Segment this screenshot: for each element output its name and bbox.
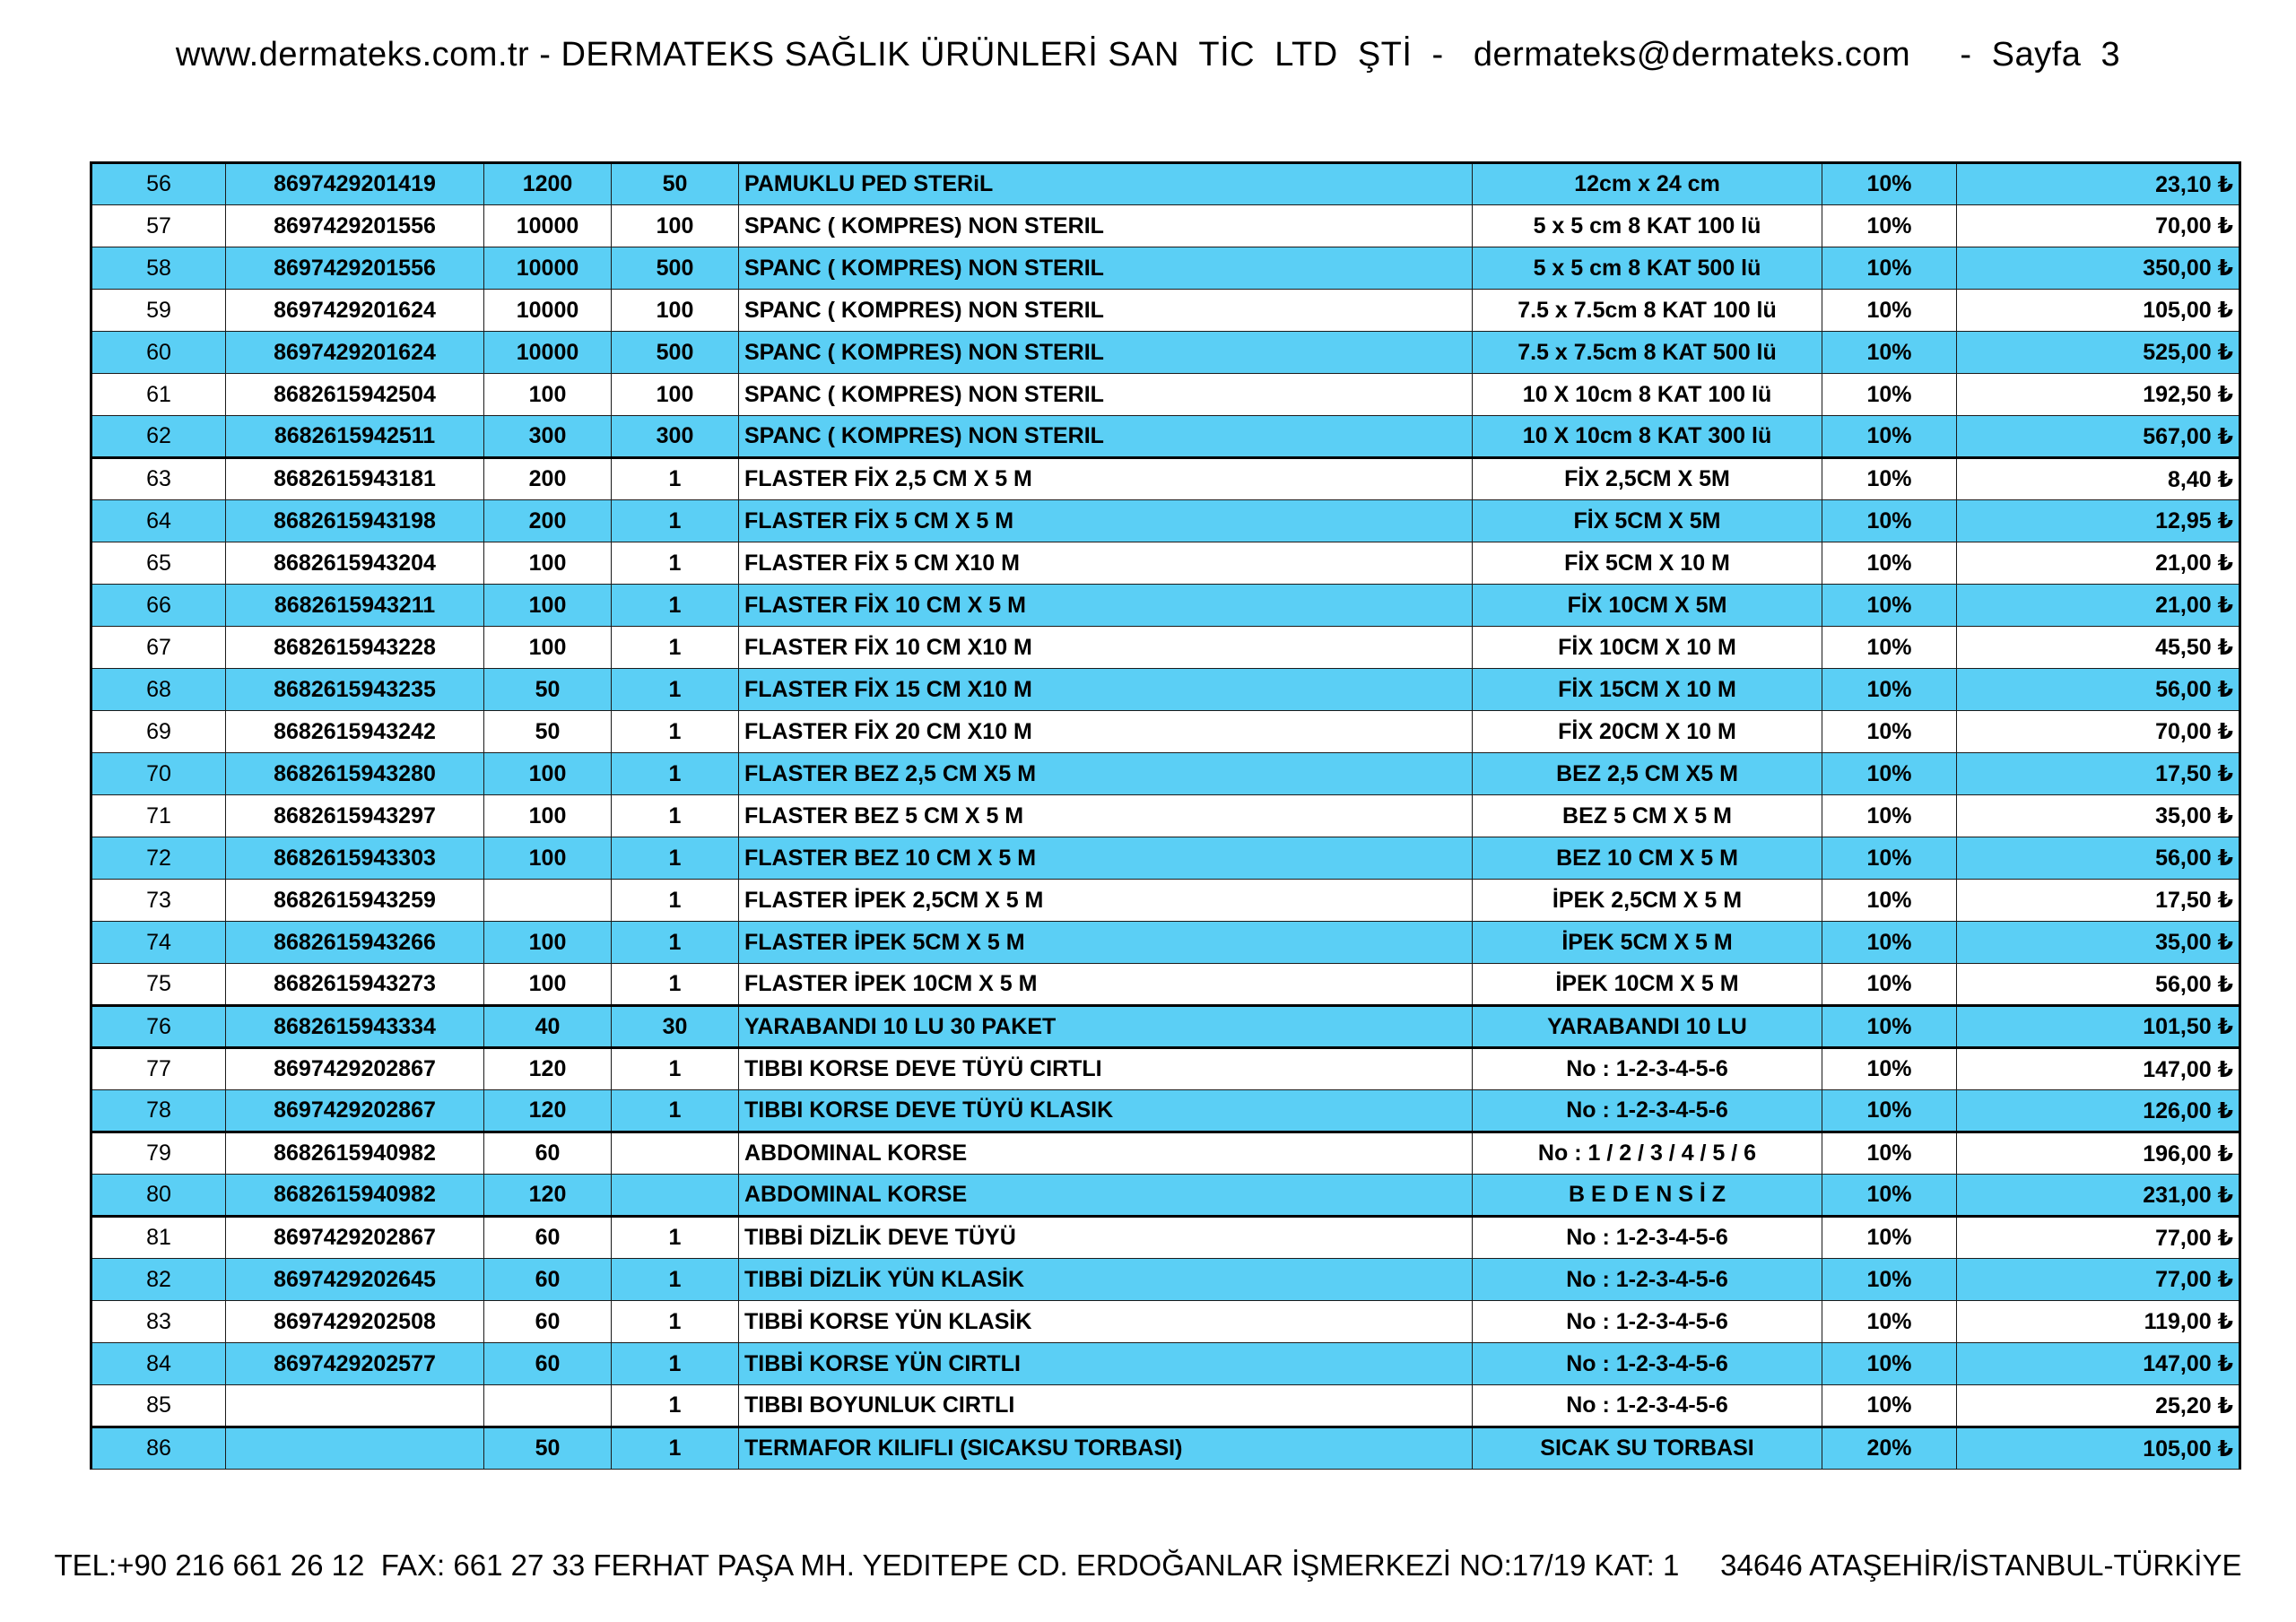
barcode-cell: 8682615940982	[226, 1175, 484, 1217]
vat-cell: 10%	[1822, 205, 1957, 247]
barcode-cell: 8682615943334	[226, 1006, 484, 1048]
price-cell: 25,20 ₺	[1957, 1385, 2240, 1427]
product-name-cell: FLASTER FİX 15 CM X10 M	[739, 669, 1473, 711]
table-row	[91, 500, 2240, 542]
vat-cell: 10%	[1822, 922, 1957, 964]
table-row	[91, 1006, 2240, 1048]
product-name-cell: FLASTER FİX 2,5 CM X 5 M	[739, 458, 1473, 500]
box-quantity-cell: 100	[484, 585, 612, 627]
barcode-cell: 8682615943297	[226, 795, 484, 837]
product-name-cell: TIBBI KORSE DEVE TÜYÜ KLASIK	[739, 1090, 1473, 1132]
product-name-cell: PAMUKLU PED STERiL	[739, 163, 1473, 205]
row-number: 69	[91, 711, 226, 753]
size-cell: İPEK 5CM X 5 M	[1473, 922, 1822, 964]
row-number: 63	[91, 458, 226, 500]
price-list-body	[91, 163, 2240, 1470]
table-row	[91, 837, 2240, 880]
row-number: 83	[91, 1301, 226, 1343]
product-name-cell: SPANC ( KOMPRES) NON STERIL	[739, 290, 1473, 332]
product-name-cell: TERMAFOR KILIFLI (SICAKSU TORBASI)	[739, 1427, 1473, 1470]
vat-cell: 10%	[1822, 1301, 1957, 1343]
table-row	[91, 711, 2240, 753]
row-number: 66	[91, 585, 226, 627]
row-number: 60	[91, 332, 226, 374]
pack-quantity-cell: 500	[612, 247, 739, 290]
product-name-cell: TIBBI BOYUNLUK CIRTLI	[739, 1385, 1473, 1427]
price-cell: 56,00 ₺	[1957, 964, 2240, 1006]
row-number: 61	[91, 374, 226, 416]
table-row	[91, 1175, 2240, 1217]
table-row	[91, 880, 2240, 922]
price-cell: 350,00 ₺	[1957, 247, 2240, 290]
box-quantity-cell: 100	[484, 753, 612, 795]
pack-quantity-cell	[612, 1175, 739, 1217]
barcode-cell: 8682615943204	[226, 542, 484, 585]
vat-cell: 10%	[1822, 964, 1957, 1006]
product-name-cell: FLASTER FİX 5 CM X10 M	[739, 542, 1473, 585]
pack-quantity-cell: 1	[612, 795, 739, 837]
product-name-cell: TIBBİ DİZLİK YÜN KLASİK	[739, 1259, 1473, 1301]
size-cell: FİX 10CM X 5M	[1473, 585, 1822, 627]
row-number: 68	[91, 669, 226, 711]
pack-quantity-cell: 1	[612, 711, 739, 753]
barcode-cell	[226, 1427, 484, 1470]
table-row	[91, 627, 2240, 669]
vat-cell: 10%	[1822, 1217, 1957, 1259]
box-quantity-cell: 50	[484, 1427, 612, 1470]
vat-cell: 10%	[1822, 1175, 1957, 1217]
barcode-cell: 8697429201419	[226, 163, 484, 205]
pack-quantity-cell: 1	[612, 627, 739, 669]
pack-quantity-cell: 1	[612, 1090, 739, 1132]
product-name-cell: SPANC ( KOMPRES) NON STERIL	[739, 416, 1473, 458]
price-cell: 56,00 ₺	[1957, 669, 2240, 711]
vat-cell: 10%	[1822, 163, 1957, 205]
box-quantity-cell: 10000	[484, 247, 612, 290]
product-name-cell: SPANC ( KOMPRES) NON STERIL	[739, 247, 1473, 290]
barcode-cell: 8697429201556	[226, 205, 484, 247]
box-quantity-cell: 50	[484, 711, 612, 753]
price-cell: 23,10 ₺	[1957, 163, 2240, 205]
row-number: 62	[91, 416, 226, 458]
price-cell: 21,00 ₺	[1957, 585, 2240, 627]
barcode-cell: 8697429201624	[226, 290, 484, 332]
box-quantity-cell: 1200	[484, 163, 612, 205]
price-cell: 147,00 ₺	[1957, 1343, 2240, 1385]
price-cell: 567,00 ₺	[1957, 416, 2240, 458]
box-quantity-cell: 100	[484, 374, 612, 416]
row-number: 59	[91, 290, 226, 332]
box-quantity-cell: 120	[484, 1175, 612, 1217]
size-cell: No : 1-2-3-4-5-6	[1473, 1090, 1822, 1132]
barcode-cell: 8697429202867	[226, 1217, 484, 1259]
pack-quantity-cell: 500	[612, 332, 739, 374]
row-number: 85	[91, 1385, 226, 1427]
box-quantity-cell: 120	[484, 1048, 612, 1090]
row-number: 73	[91, 880, 226, 922]
row-number: 76	[91, 1006, 226, 1048]
pack-quantity-cell: 1	[612, 1301, 739, 1343]
price-cell: 17,50 ₺	[1957, 880, 2240, 922]
row-number: 57	[91, 205, 226, 247]
row-number: 74	[91, 922, 226, 964]
price-cell: 35,00 ₺	[1957, 922, 2240, 964]
price-cell: 525,00 ₺	[1957, 332, 2240, 374]
row-number: 84	[91, 1343, 226, 1385]
row-number: 78	[91, 1090, 226, 1132]
product-name-cell: SPANC ( KOMPRES) NON STERIL	[739, 374, 1473, 416]
price-cell: 231,00 ₺	[1957, 1175, 2240, 1217]
price-cell: 21,00 ₺	[1957, 542, 2240, 585]
table-row	[91, 205, 2240, 247]
row-number: 86	[91, 1427, 226, 1470]
table-row	[91, 1259, 2240, 1301]
price-cell: 101,50 ₺	[1957, 1006, 2240, 1048]
box-quantity-cell: 200	[484, 458, 612, 500]
table-row	[91, 542, 2240, 585]
size-cell: SICAK SU TORBASI	[1473, 1427, 1822, 1470]
pack-quantity-cell: 1	[612, 458, 739, 500]
barcode-cell: 8682615943273	[226, 964, 484, 1006]
box-quantity-cell: 40	[484, 1006, 612, 1048]
vat-cell: 10%	[1822, 669, 1957, 711]
vat-cell: 10%	[1822, 458, 1957, 500]
pack-quantity-cell: 30	[612, 1006, 739, 1048]
price-cell: 105,00 ₺	[1957, 290, 2240, 332]
barcode-cell: 8697429202508	[226, 1301, 484, 1343]
pack-quantity-cell: 1	[612, 880, 739, 922]
product-name-cell: FLASTER FİX 20 CM X10 M	[739, 711, 1473, 753]
price-cell: 35,00 ₺	[1957, 795, 2240, 837]
barcode-cell: 8682615943198	[226, 500, 484, 542]
row-number: 75	[91, 964, 226, 1006]
pack-quantity-cell: 1	[612, 1217, 739, 1259]
vat-cell: 10%	[1822, 1132, 1957, 1175]
row-number: 65	[91, 542, 226, 585]
pack-quantity-cell: 1	[612, 1385, 739, 1427]
page-footer: TEL:+90 216 661 26 12 FAX: 661 27 33 FERHAT PAŞA MH. YEDITEPE CD. ERDOĞANLAR İŞMERKEZİ NO:17/19 KAT: 1 34646 ATAŞEHİR/İSTANBUL-TÜRKİYE	[54, 1548, 2242, 1582]
vat-cell: 10%	[1822, 1006, 1957, 1048]
product-name-cell: FLASTER İPEK 5CM X 5 M	[739, 922, 1473, 964]
table-row	[91, 1048, 2240, 1090]
product-name-cell: FLASTER BEZ 5 CM X 5 M	[739, 795, 1473, 837]
vat-cell: 10%	[1822, 1259, 1957, 1301]
size-cell: FİX 20CM X 10 M	[1473, 711, 1822, 753]
price-cell: 105,00 ₺	[1957, 1427, 2240, 1470]
row-number: 82	[91, 1259, 226, 1301]
pack-quantity-cell: 100	[612, 374, 739, 416]
pack-quantity-cell: 1	[612, 753, 739, 795]
row-number: 56	[91, 163, 226, 205]
box-quantity-cell: 100	[484, 795, 612, 837]
box-quantity-cell	[484, 880, 612, 922]
product-name-cell: FLASTER BEZ 2,5 CM X5 M	[739, 753, 1473, 795]
table-row	[91, 753, 2240, 795]
product-name-cell: SPANC ( KOMPRES) NON STERIL	[739, 332, 1473, 374]
barcode-cell: 8682615943266	[226, 922, 484, 964]
product-name-cell: TIBBİ DİZLİK DEVE TÜYÜ	[739, 1217, 1473, 1259]
product-name-cell: FLASTER BEZ 10 CM X 5 M	[739, 837, 1473, 880]
table-row	[91, 795, 2240, 837]
size-cell: FİX 10CM X 10 M	[1473, 627, 1822, 669]
size-cell: No : 1-2-3-4-5-6	[1473, 1217, 1822, 1259]
table-row	[91, 669, 2240, 711]
size-cell: B E D E N S İ Z	[1473, 1175, 1822, 1217]
vat-cell: 10%	[1822, 1048, 1957, 1090]
size-cell: FİX 2,5CM X 5M	[1473, 458, 1822, 500]
vat-cell: 20%	[1822, 1427, 1957, 1470]
size-cell: 10 X 10cm 8 KAT 100 lü	[1473, 374, 1822, 416]
table-row	[91, 1385, 2240, 1427]
size-cell: No : 1-2-3-4-5-6	[1473, 1259, 1822, 1301]
size-cell: No : 1-2-3-4-5-6	[1473, 1385, 1822, 1427]
vat-cell: 10%	[1822, 627, 1957, 669]
size-cell: FİX 15CM X 10 M	[1473, 669, 1822, 711]
barcode-cell: 8682615943211	[226, 585, 484, 627]
vat-cell: 10%	[1822, 416, 1957, 458]
product-name-cell: FLASTER İPEK 10CM X 5 M	[739, 964, 1473, 1006]
table-row	[91, 1132, 2240, 1175]
barcode-cell: 8682615940982	[226, 1132, 484, 1175]
table-row	[91, 1427, 2240, 1470]
vat-cell: 10%	[1822, 585, 1957, 627]
table-row	[91, 1090, 2240, 1132]
box-quantity-cell: 100	[484, 964, 612, 1006]
price-cell: 192,50 ₺	[1957, 374, 2240, 416]
page-header: www.dermateks.com.tr - DERMATEKS SAĞLIK ÜRÜNLERİ SAN TİC LTD ŞTİ - dermateks@dermateks.com - Sayfa 3	[175, 36, 2121, 74]
pack-quantity-cell: 1	[612, 837, 739, 880]
pack-quantity-cell: 1	[612, 1343, 739, 1385]
size-cell: İPEK 10CM X 5 M	[1473, 964, 1822, 1006]
price-cell: 8,40 ₺	[1957, 458, 2240, 500]
table-row	[91, 964, 2240, 1006]
barcode-cell: 8682615943242	[226, 711, 484, 753]
vat-cell: 10%	[1822, 1343, 1957, 1385]
product-name-cell: TIBBİ KORSE YÜN KLASİK	[739, 1301, 1473, 1343]
pack-quantity-cell: 100	[612, 290, 739, 332]
size-cell: 7.5 x 7.5cm 8 KAT 100 lü	[1473, 290, 1822, 332]
pack-quantity-cell: 1	[612, 500, 739, 542]
box-quantity-cell: 100	[484, 837, 612, 880]
size-cell: BEZ 2,5 CM X5 M	[1473, 753, 1822, 795]
vat-cell: 10%	[1822, 711, 1957, 753]
row-number: 77	[91, 1048, 226, 1090]
price-cell: 196,00 ₺	[1957, 1132, 2240, 1175]
box-quantity-cell: 50	[484, 669, 612, 711]
price-cell: 77,00 ₺	[1957, 1217, 2240, 1259]
row-number: 58	[91, 247, 226, 290]
size-cell: No : 1-2-3-4-5-6	[1473, 1301, 1822, 1343]
table-row	[91, 163, 2240, 205]
barcode-cell: 8697429202867	[226, 1048, 484, 1090]
vat-cell: 10%	[1822, 500, 1957, 542]
vat-cell: 10%	[1822, 247, 1957, 290]
table-row	[91, 585, 2240, 627]
table-row	[91, 332, 2240, 374]
table-row	[91, 1217, 2240, 1259]
size-cell: 7.5 x 7.5cm 8 KAT 500 lü	[1473, 332, 1822, 374]
row-number: 81	[91, 1217, 226, 1259]
product-name-cell: FLASTER FİX 5 CM X 5 M	[739, 500, 1473, 542]
size-cell: No : 1-2-3-4-5-6	[1473, 1048, 1822, 1090]
box-quantity-cell: 120	[484, 1090, 612, 1132]
product-name-cell: TIBBİ KORSE YÜN CIRTLI	[739, 1343, 1473, 1385]
size-cell: 12cm x 24 cm	[1473, 163, 1822, 205]
pack-quantity-cell: 1	[612, 1427, 739, 1470]
table-row	[91, 374, 2240, 416]
row-number: 72	[91, 837, 226, 880]
row-number: 79	[91, 1132, 226, 1175]
row-number: 67	[91, 627, 226, 669]
price-cell: 56,00 ₺	[1957, 837, 2240, 880]
box-quantity-cell: 300	[484, 416, 612, 458]
box-quantity-cell: 60	[484, 1217, 612, 1259]
price-cell: 45,50 ₺	[1957, 627, 2240, 669]
pack-quantity-cell: 50	[612, 163, 739, 205]
pack-quantity-cell: 1	[612, 922, 739, 964]
product-name-cell: YARABANDI 10 LU 30 PAKET	[739, 1006, 1473, 1048]
box-quantity-cell: 60	[484, 1132, 612, 1175]
table-row	[91, 247, 2240, 290]
size-cell: 10 X 10cm 8 KAT 300 lü	[1473, 416, 1822, 458]
barcode-cell: 8697429202645	[226, 1259, 484, 1301]
box-quantity-cell: 10000	[484, 205, 612, 247]
vat-cell: 10%	[1822, 1385, 1957, 1427]
product-name-cell: FLASTER FİX 10 CM X10 M	[739, 627, 1473, 669]
barcode-cell	[226, 1385, 484, 1427]
pack-quantity-cell: 1	[612, 542, 739, 585]
barcode-cell: 8697429201624	[226, 332, 484, 374]
box-quantity-cell	[484, 1385, 612, 1427]
price-cell: 126,00 ₺	[1957, 1090, 2240, 1132]
table-row	[91, 922, 2240, 964]
row-number: 64	[91, 500, 226, 542]
product-name-cell: TIBBI KORSE DEVE TÜYÜ CIRTLI	[739, 1048, 1473, 1090]
barcode-cell: 8682615943259	[226, 880, 484, 922]
table-row	[91, 290, 2240, 332]
price-cell: 119,00 ₺	[1957, 1301, 2240, 1343]
pack-quantity-cell: 1	[612, 1259, 739, 1301]
price-cell: 70,00 ₺	[1957, 711, 2240, 753]
size-cell: 5 x 5 cm 8 KAT 100 lü	[1473, 205, 1822, 247]
table-row	[91, 458, 2240, 500]
pack-quantity-cell: 100	[612, 205, 739, 247]
product-name-cell: ABDOMINAL KORSE	[739, 1132, 1473, 1175]
row-number: 70	[91, 753, 226, 795]
vat-cell: 10%	[1822, 880, 1957, 922]
box-quantity-cell: 100	[484, 627, 612, 669]
size-cell: BEZ 5 CM X 5 M	[1473, 795, 1822, 837]
barcode-cell: 8682615942511	[226, 416, 484, 458]
vat-cell: 10%	[1822, 542, 1957, 585]
box-quantity-cell: 60	[484, 1301, 612, 1343]
vat-cell: 10%	[1822, 1090, 1957, 1132]
box-quantity-cell: 200	[484, 500, 612, 542]
table-row	[91, 1343, 2240, 1385]
table-row	[91, 416, 2240, 458]
barcode-cell: 8682615943280	[226, 753, 484, 795]
box-quantity-cell: 60	[484, 1343, 612, 1385]
vat-cell: 10%	[1822, 753, 1957, 795]
price-cell: 77,00 ₺	[1957, 1259, 2240, 1301]
price-cell: 12,95 ₺	[1957, 500, 2240, 542]
pack-quantity-cell: 1	[612, 585, 739, 627]
barcode-cell: 8697429202577	[226, 1343, 484, 1385]
price-cell: 17,50 ₺	[1957, 753, 2240, 795]
table-row	[91, 1301, 2240, 1343]
row-number: 71	[91, 795, 226, 837]
size-cell: 5 x 5 cm 8 KAT 500 lü	[1473, 247, 1822, 290]
size-cell: BEZ 10 CM X 5 M	[1473, 837, 1822, 880]
size-cell: YARABANDI 10 LU	[1473, 1006, 1822, 1048]
vat-cell: 10%	[1822, 837, 1957, 880]
vat-cell: 10%	[1822, 795, 1957, 837]
barcode-cell: 8682615942504	[226, 374, 484, 416]
pack-quantity-cell: 1	[612, 1048, 739, 1090]
vat-cell: 10%	[1822, 374, 1957, 416]
barcode-cell: 8682615943235	[226, 669, 484, 711]
price-list-table	[90, 161, 2241, 1470]
box-quantity-cell: 60	[484, 1259, 612, 1301]
barcode-cell: 8697429201556	[226, 247, 484, 290]
pack-quantity-cell: 1	[612, 669, 739, 711]
barcode-cell: 8682615943181	[226, 458, 484, 500]
size-cell: FİX 5CM X 5M	[1473, 500, 1822, 542]
box-quantity-cell: 100	[484, 542, 612, 585]
product-name-cell: SPANC ( KOMPRES) NON STERIL	[739, 205, 1473, 247]
price-cell: 70,00 ₺	[1957, 205, 2240, 247]
pack-quantity-cell: 300	[612, 416, 739, 458]
barcode-cell: 8697429202867	[226, 1090, 484, 1132]
product-name-cell: FLASTER İPEK 2,5CM X 5 M	[739, 880, 1473, 922]
size-cell: No : 1-2-3-4-5-6	[1473, 1343, 1822, 1385]
price-cell: 147,00 ₺	[1957, 1048, 2240, 1090]
vat-cell: 10%	[1822, 332, 1957, 374]
pack-quantity-cell	[612, 1132, 739, 1175]
pack-quantity-cell: 1	[612, 964, 739, 1006]
product-name-cell: ABDOMINAL KORSE	[739, 1175, 1473, 1217]
product-name-cell: FLASTER FİX 10 CM X 5 M	[739, 585, 1473, 627]
box-quantity-cell: 100	[484, 922, 612, 964]
barcode-cell: 8682615943228	[226, 627, 484, 669]
vat-cell: 10%	[1822, 290, 1957, 332]
box-quantity-cell: 10000	[484, 290, 612, 332]
box-quantity-cell: 10000	[484, 332, 612, 374]
size-cell: No : 1 / 2 / 3 / 4 / 5 / 6	[1473, 1132, 1822, 1175]
size-cell: FİX 5CM X 10 M	[1473, 542, 1822, 585]
row-number: 80	[91, 1175, 226, 1217]
barcode-cell: 8682615943303	[226, 837, 484, 880]
size-cell: İPEK 2,5CM X 5 M	[1473, 880, 1822, 922]
